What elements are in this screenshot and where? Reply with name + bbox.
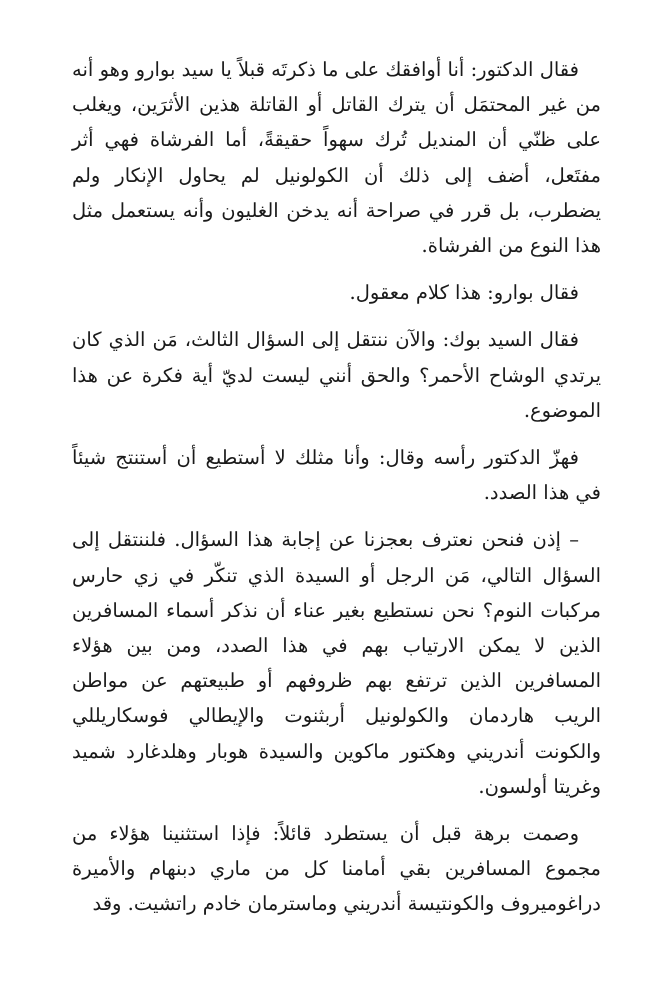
paragraph-remaining-passengers: وصمت برهة قبل أن يستطرد قائلاً: فإذا استثنينا هؤلاء من مجموع المسافرين بقي أمامنا كل من ماري دبنهام والأميرة دراغوميروف والكونتيسة أندريني وماسترمان خادم راتشيت. وقد [72,822,601,916]
paragraph-doctor-agrees: فقال الدكتور: أنا أوافقك على ما ذكرتَه قبلاً يا سيد بوارو وهو أنه من غير المحتمَل أن يترك القاتل أو القاتلة هذين الأثرَين، ويغلب على ظنّي أن المنديل تُرك سهواً حقيقةً، أما الفرشاة فهي أثر مفتَعل، أضف إلى ذلك أن الكولونيل لم يحاول الإنكار ولم يضطرب، بل قرر في صراحة أنه يدخن الغليون وأنه يستعمل مثل هذا النوع من الفرشاة. [72,58,601,258]
paragraph-doctor-shakes-head: فهزّ الدكتور رأسه وقال: وأنا مثلك لا أستطيع أن أستنتج شيئاً في هذا الصدد. [72,446,601,505]
paragraph-bouc-third-question: فقال السيد بوك: والآن ننتقل إلى السؤال الثالث، مَن الذي كان يرتدي الوشاح الأحمر؟ والحق أنني ليست لديّ أية فكرة عن هذا الموضوع. [72,328,601,422]
paragraph-next-question: – إذن فنحن نعترف بعجزنا عن إجابة هذا السؤال. فلننتقل إلى السؤال التالي، مَن الرجل أو السيدة الذي تنكّر في زي حارس مركبات النوم؟ نحن نستطيع بغير عناء أن نذكر أسماء المسافرين الذين لا يمكن الارتياب بهم في هذا الصدد، ومن بين هؤلاء المسافرين الذين ترتفع بهم ظروفهم أو طبيعتهم عن مواطن الريب هاردمان والكولونيل أربثنوت والإيطالي فوسكاريللي والكونت أندريني وهكتور ماكوين والسيدة هوبار وهلدغارد شميد وغريتا أولسون. [72,528,601,798]
paragraph-poirot-reply: فقال بوارو: هذا كلام معقول. [349,281,579,305]
